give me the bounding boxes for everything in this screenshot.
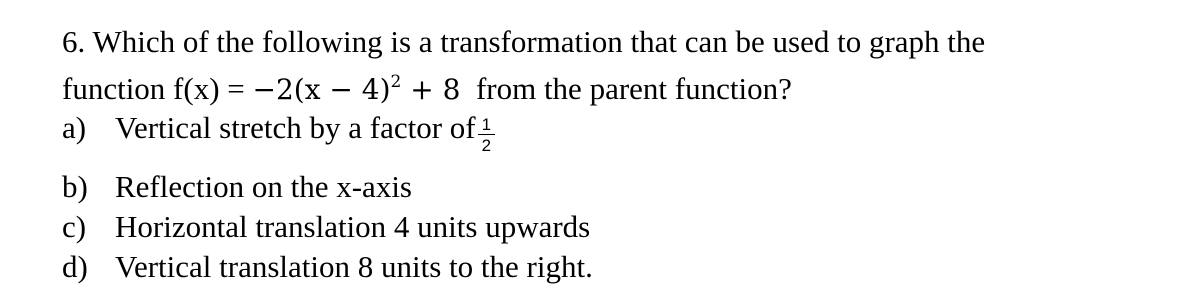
option-b xyxy=(62,169,412,205)
option-text: Vertical stretch by a factor of xyxy=(115,110,476,145)
equals-sign: = xyxy=(227,71,245,106)
option-d xyxy=(62,249,593,285)
question-text-line-1: Which of the following is a transformation that can be used to graph the xyxy=(92,24,986,59)
question-line-2 xyxy=(62,62,1182,110)
option-letter: c) xyxy=(62,209,87,244)
option-letter: a) xyxy=(62,110,87,145)
option-text: Vertical translation 8 units to the right. xyxy=(115,249,593,284)
function-expression xyxy=(253,73,461,106)
option-text: Reflection on the x-axis xyxy=(115,169,412,204)
fraction xyxy=(478,115,495,155)
question-text-suffix: from the parent function? xyxy=(475,71,792,106)
expression-base: −2(x − 4) xyxy=(252,73,391,106)
fraction-denominator: 2 xyxy=(481,135,492,155)
fraction-numerator: 1 xyxy=(478,115,495,135)
option-text: Horizontal translation 4 units upwards xyxy=(115,209,591,244)
option-letter: b) xyxy=(62,169,88,204)
question-number: 6. xyxy=(62,24,86,59)
question-text-prefix: function f(x) xyxy=(62,71,220,106)
option-a xyxy=(62,110,495,155)
expression-tail: + 8 xyxy=(410,73,461,106)
option-letter: d) xyxy=(62,249,88,284)
option-c xyxy=(62,209,590,245)
expression-exponent: 2 xyxy=(390,72,402,92)
question-line-1 xyxy=(62,22,1182,62)
question xyxy=(62,22,1182,110)
